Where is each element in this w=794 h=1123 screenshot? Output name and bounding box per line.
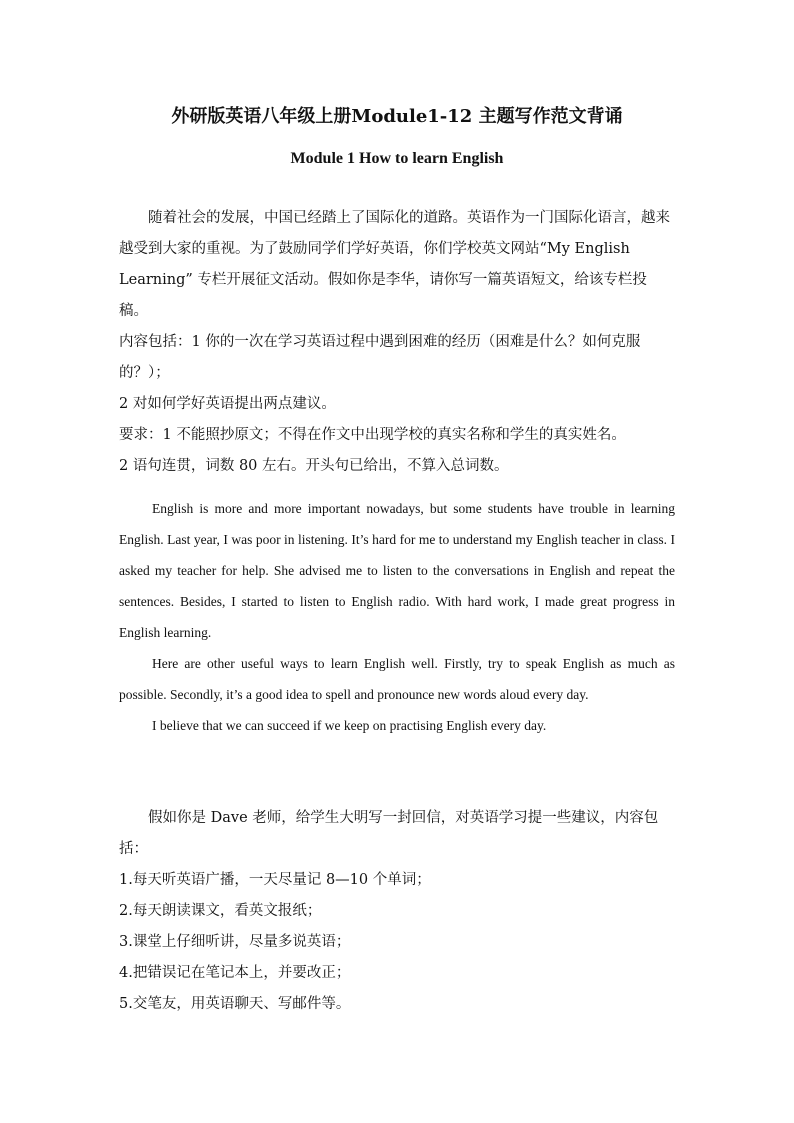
task2-intro: 假如你是 Dave 老师，给学生大明写一封回信，对英语学习提一些建议，内容包括： bbox=[119, 810, 659, 857]
task1-content-line1: 内容包括：1 你的一次在学习英语过程中遇到困难的经历（困难是什么？如何克服的？）； bbox=[119, 334, 641, 381]
module-subtitle: Module 1 How to learn English bbox=[290, 150, 504, 167]
essay-paragraph-1: English is more and more important nowadays, but some students have trouble in learning English. Last year, I was poor in listening. It’s hard for me to understand my English teacher in class. I asked my teacher for help. She advised me to listen to the conversations in English and repeat the sentences. Besides, I started to listen to English radio. With hard work, I made great progress in English learning. bbox=[119, 501, 675, 640]
task2-item: 2.每天朗读课文，看英文报纸； bbox=[119, 903, 322, 919]
task1-requirement-line2: 2 语句连贯，词数 80 左右。开头句已给出，不算入总词数。 bbox=[119, 458, 509, 474]
task2-item: 1.每天听英语广播，一天尽量记 8—10 个单词； bbox=[119, 872, 431, 888]
model-essay bbox=[119, 493, 675, 741]
task2-item: 3.课堂上仔细听讲，尽量多说英语； bbox=[119, 934, 351, 950]
task1-content-line2: 2 对如何学好英语提出两点建议。 bbox=[119, 396, 336, 412]
essay-paragraph-2: Here are other useful ways to learn English well. Firstly, try to speak English as much as possible. Secondly, it’s a good idea to spell and pronounce new words aloud every day. bbox=[119, 656, 675, 702]
task1-intro: 随着社会的发展，中国已经踏上了国际化的道路。英语作为一门国际化语言，越来越受到大家的重视。为了鼓励同学们学好英语，你们学校英文网站“My English Learning” 专栏开展征文活动。假如你是李华，请你写一篇英语短文，给该专栏投稿。 bbox=[119, 210, 670, 319]
writing-task-1 bbox=[119, 203, 675, 482]
task2-item: 5.交笔友，用英语聊天、写邮件等。 bbox=[119, 996, 351, 1012]
task1-requirement-line1: 要求：1 不能照抄原文；不得在作文中出现学校的真实名称和学生的真实姓名。 bbox=[119, 427, 626, 443]
writing-task-2 bbox=[119, 803, 675, 1020]
page-title: 外研版英语八年级上册Module1-12 主题写作范文背诵 bbox=[171, 106, 623, 127]
task2-item: 4.把错误记在笔记本上，并要改正； bbox=[119, 965, 351, 981]
essay-paragraph-3: I believe that we can succeed if we keep on practising English every day. bbox=[152, 718, 547, 733]
